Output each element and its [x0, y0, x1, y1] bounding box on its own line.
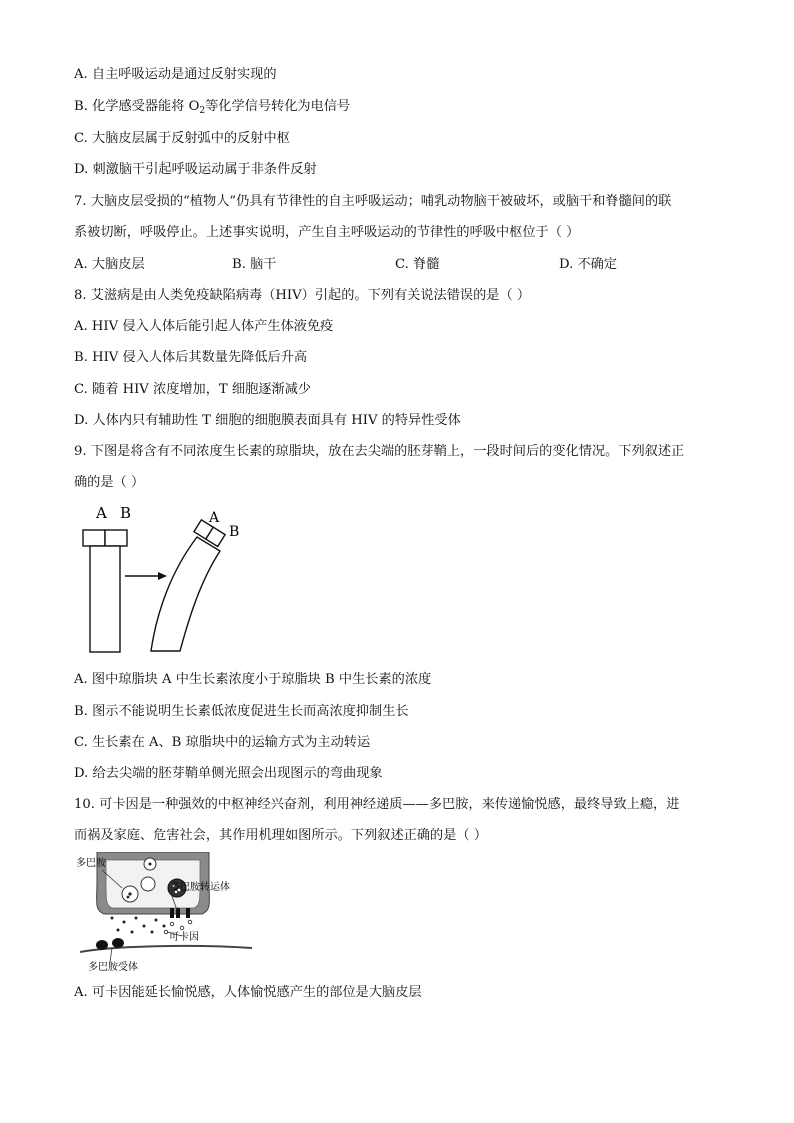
cocaine-particle	[188, 920, 192, 924]
vesicle-dot	[128, 892, 131, 895]
q9-option-d: D. 给去尖端的胚芽鞘单侧光照会出现图示的弯曲现象	[74, 766, 383, 781]
q8-option-c: C. 随着 HIV 浓度增加，T 细胞逐渐减少	[74, 382, 312, 397]
dopamine-particle	[163, 925, 166, 928]
dopamine-particle	[111, 917, 114, 920]
vesicle-3	[141, 877, 155, 891]
q6-option-d: D. 刺激脑干引起呼吸运动属于非条件反射	[74, 162, 317, 177]
coleoptile-straight	[90, 546, 120, 652]
q9-option-c: C. 生长素在 A、B 琼脂块中的运输方式为主动转运	[74, 735, 371, 750]
q7-option-b: B. 脑干	[232, 257, 277, 272]
q6-option-b-pre: B. 化学感受器能将 O	[74, 99, 200, 114]
q7-options	[74, 256, 617, 274]
q6-option-b-sub: 2	[199, 106, 206, 116]
q9-stem-line2: 确的是（ ）	[74, 475, 145, 490]
label-dopamine-receptor: 多巴胺受体	[88, 962, 138, 973]
q7-option-c: C. 脊髓	[395, 257, 440, 272]
arrow-head-icon	[158, 572, 167, 580]
dopamine-particle	[117, 929, 120, 932]
label-cocaine: 可卡因	[169, 932, 199, 943]
label-dopamine: 多巴胺	[76, 858, 106, 869]
label-dopamine-transporter: 多巴胺转运体	[170, 882, 230, 893]
coleoptile-figure	[78, 500, 258, 660]
q7-stem-line1: 7. 大脑皮层受损的“植物人”仍具有节律性的自主呼吸运动；哺乳动物脑干被破坏，或脑干和脊髓间的联	[74, 194, 672, 209]
coleoptile-bent	[151, 537, 220, 651]
vesicle-dot	[127, 896, 130, 899]
block-a-label-left: A	[96, 504, 107, 522]
transporter-1	[170, 908, 174, 918]
dopamine-particle	[143, 925, 146, 928]
q8-option-d: D. 人体内只有辅助性 T 细胞的细胞膜表面具有 HIV 的特异性受体	[74, 413, 461, 428]
q7-stem-line2: 系被切断，呼吸停止。上述事实说明，产生自主呼吸运动的节律性的呼吸中枢位于（ ）	[74, 225, 580, 240]
q8-stem: 8. 艾滋病是由人类免疫缺陷病毒（HIV）引起的。下列有关说法错误的是（ ）	[74, 288, 531, 303]
block-b-label-right: B	[229, 524, 240, 540]
q6-option-b-post: 等化学信号转化为电信号	[205, 99, 351, 114]
dopamine-particle	[151, 931, 154, 934]
q6-option-b	[74, 98, 350, 120]
q9-stem-line1: 9. 下图是将含有不同浓度生长素的琼脂块，放在去尖端的胚芽鞘上，一段时间后的变化情况。下列叙述正	[74, 444, 685, 459]
cocaine-particle	[170, 922, 174, 926]
dopamine-particle	[123, 921, 126, 924]
q9-option-b: B. 图示不能说明生长素低浓度促进生长而高浓度抑制生长	[74, 704, 409, 719]
q7-option-d: D. 不确定	[559, 257, 618, 272]
block-b-label-left: B	[120, 504, 132, 522]
receptor-2	[112, 938, 124, 948]
dopamine-particle	[155, 919, 158, 922]
block-a-label-right: A	[209, 510, 220, 526]
q10-stem-line2: 而祸及家庭、危害社会，其作用机理如图所示。下列叙述正确的是（ ）	[74, 828, 488, 843]
q8-option-b: B. HIV 侵入人体后其数量先降低后升高	[74, 350, 308, 365]
transporter-3	[186, 908, 190, 918]
q9-option-a: A. 图中琼脂块 A 中生长素浓度小于琼脂块 B 中生长素的浓度	[74, 672, 432, 687]
receptor-1	[96, 940, 108, 950]
q6-option-c: C. 大脑皮层属于反射弧中的反射中枢	[74, 131, 290, 146]
dopamine-particle	[131, 931, 134, 934]
q10-stem-line1: 10. 可卡因是一种强效的中枢神经兴奋剂，利用神经递质——多巴胺，来传递愉悦感，最终导致上瘾，进	[74, 797, 680, 812]
synapse-figure	[72, 852, 272, 977]
q8-option-a: A. HIV 侵入人体后能引起人体产生体液免疫	[74, 319, 334, 334]
agar-block-a-left	[83, 530, 105, 546]
callout-receptor	[110, 948, 112, 962]
agar-block-b-left	[105, 530, 127, 546]
vesicle-dot	[149, 863, 152, 866]
dopamine-particle	[135, 917, 138, 920]
q7-option-a: A. 大脑皮层	[74, 257, 145, 272]
cocaine-particle	[180, 926, 184, 930]
q10-option-a: A. 可卡因能延长愉悦感，人体愉悦感产生的部位是大脑皮层	[74, 985, 422, 1000]
q6-option-a: A. 自主呼吸运动是通过反射实现的	[74, 67, 277, 82]
